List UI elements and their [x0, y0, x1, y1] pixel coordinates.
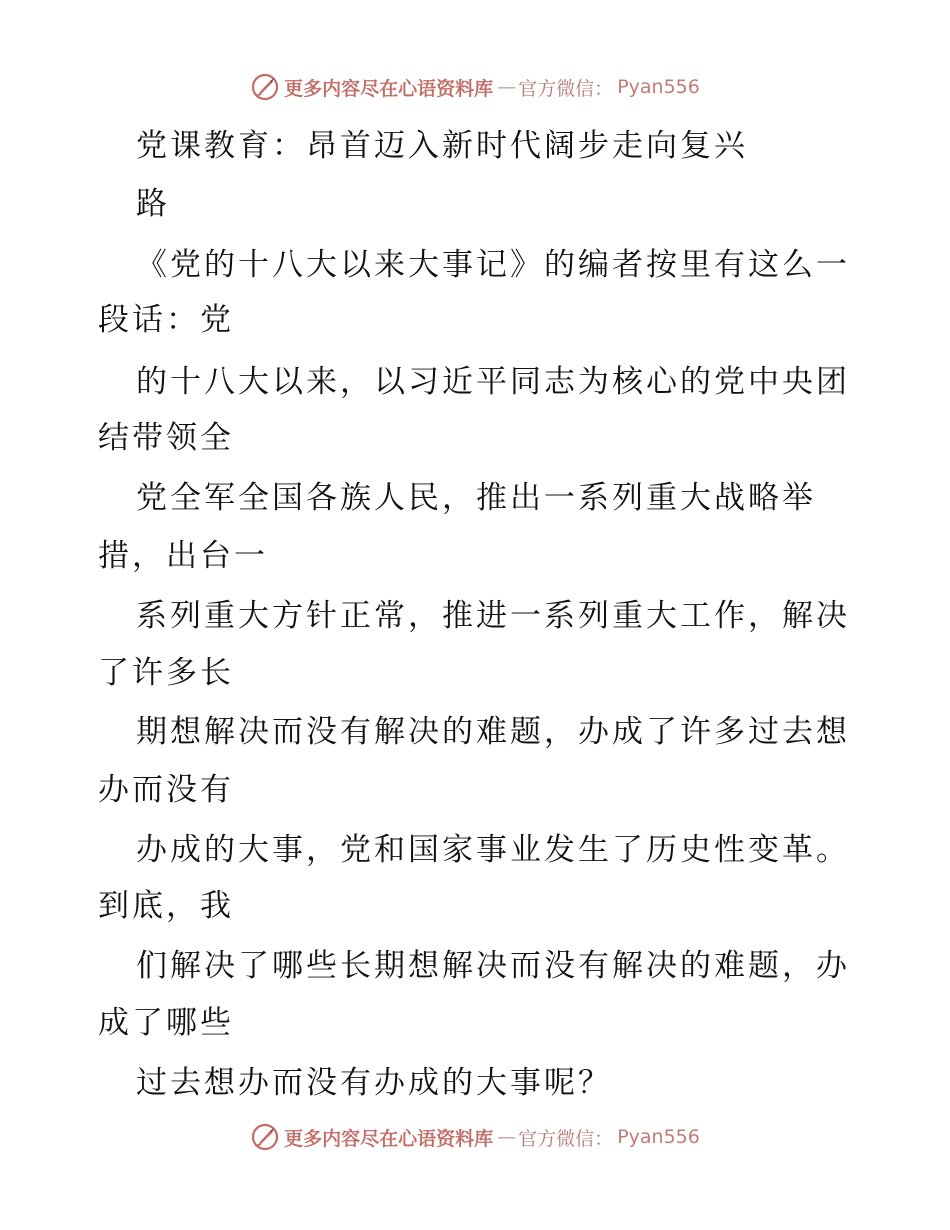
doc-line: 办成的大事，党和国家事业发生了历史性变革。 [136, 832, 850, 868]
banner-wechat-id: Pyan556 [617, 76, 700, 98]
doc-line: 过去想办而没有办成的大事呢？ [136, 1065, 612, 1101]
doc-line: 党全军全国各族人民，推出一系列重大战略举 [136, 480, 816, 516]
banner-site-text: 更多内容尽在心语资料库 [284, 1127, 494, 1150]
banner-wechat-label: 官方微信： [518, 1127, 614, 1150]
doc-line: 《党的十八大以来大事记》的编者按里有这么一 [136, 247, 850, 283]
doc-line: 了许多长 [98, 655, 234, 691]
doc-line: 的十八大以来，以习近平同志为核心的党中央团 [136, 364, 850, 400]
footer-banner [0, 1122, 950, 1152]
banner-wechat-id: Pyan556 [617, 1126, 700, 1148]
doc-line: 期想解决而没有解决的难题，办成了许多过去想 [136, 714, 850, 750]
banner-wechat-label: 官方微信： [518, 77, 614, 100]
quill-seal-icon [250, 72, 280, 102]
banner-site-text: 更多内容尽在心语资料库 [284, 77, 494, 100]
doc-line: 办而没有 [98, 772, 234, 808]
doc-line: 系列重大方针正常，推进一系列重大工作，解决 [136, 598, 850, 634]
doc-line: 措，出台一 [98, 538, 268, 574]
banner-dash: — [497, 76, 515, 98]
doc-line: 成了哪些 [98, 1005, 234, 1041]
banner-dash: — [497, 1126, 515, 1148]
doc-title-line-2: 路 [136, 186, 170, 222]
doc-line: 结带领全 [98, 420, 234, 456]
doc-line: 们解决了哪些长期想解决而没有解决的难题，办 [136, 948, 850, 984]
doc-line: 到底，我 [98, 888, 234, 924]
quill-seal-icon [250, 1122, 280, 1152]
doc-line: 段话：党 [98, 302, 234, 338]
doc-title-line-1: 党课教育：昂首迈入新时代阔步走向复兴 [136, 128, 748, 164]
header-banner [0, 72, 950, 102]
